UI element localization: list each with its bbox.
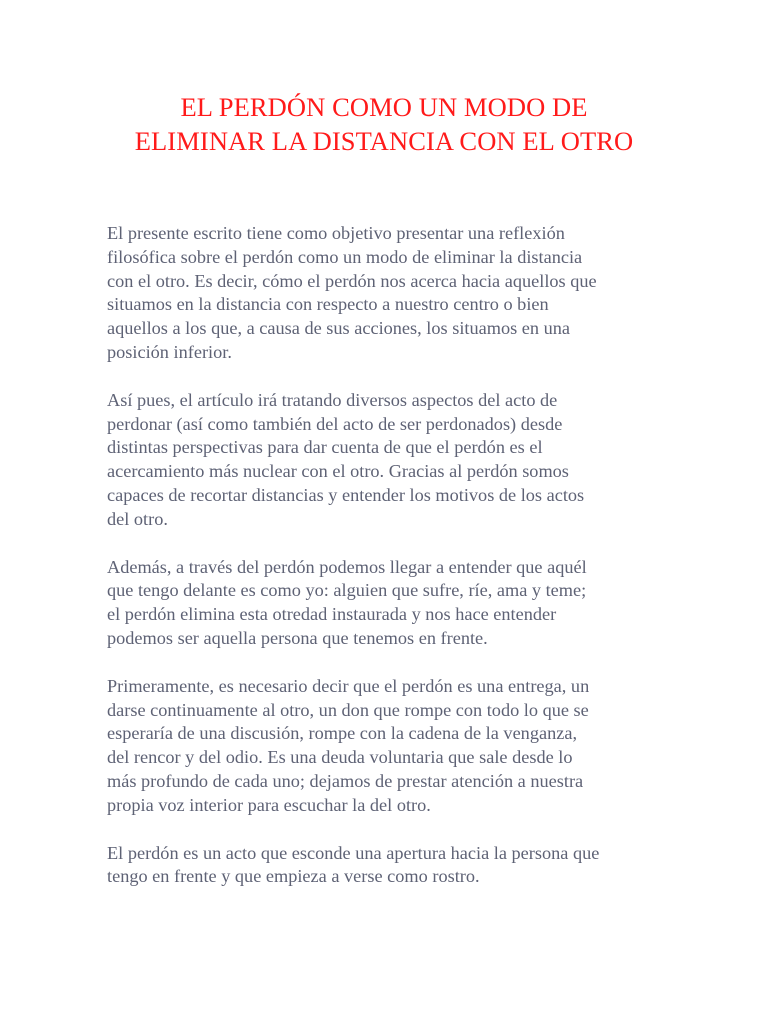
text-line: del rencor y del odio. Es una deuda voluntaria que sale desde lo bbox=[107, 747, 573, 768]
text-line: filosófica sobre el perdón como un modo de eliminar la distancia bbox=[107, 246, 583, 267]
text-line: perdonar (así como también del acto de ser perdonados) desde bbox=[107, 413, 563, 434]
text-line: Así pues, el artículo irá tratando diversos aspectos del acto de bbox=[107, 389, 558, 410]
document-body bbox=[107, 222, 667, 913]
text-line: aquellos a los que, a causa de sus acciones, los situamos en una bbox=[107, 318, 571, 339]
text-line: distintas perspectivas para dar cuenta de que el perdón es el bbox=[107, 437, 543, 458]
text-line: con el otro. Es decir, cómo el perdón nos acerca hacia aquellos que bbox=[107, 270, 597, 291]
text-line: darse continuamente al otro, un don que rompe con todo lo que se bbox=[107, 699, 589, 720]
text-line: acercamiento más nuclear con el otro. Gracias al perdón somos bbox=[107, 461, 569, 482]
paragraph-5 bbox=[107, 842, 667, 890]
title-line: EL PERDÓN COMO UN MODO DE bbox=[180, 92, 588, 122]
paragraph-2 bbox=[107, 389, 667, 532]
text-line: esperaría de una discusión, rompe con la cadena de la venganza, bbox=[107, 723, 578, 744]
paragraph-4 bbox=[107, 675, 667, 818]
text-line: El presente escrito tiene como objetivo presentar una reflexión bbox=[107, 223, 565, 243]
text-line: posición inferior. bbox=[107, 341, 232, 362]
text-line: que tengo delante es como yo: alguien que sufre, ríe, ama y teme; bbox=[107, 580, 587, 601]
text-line: del otro. bbox=[107, 508, 168, 529]
text-line: situamos en la distancia con respecto a nuestro centro o bien bbox=[107, 294, 549, 315]
paragraph-3 bbox=[107, 556, 667, 651]
text-line: Primeramente, es necesario decir que el perdón es una entrega, un bbox=[107, 675, 590, 696]
text-line: el perdón elimina esta otredad instaurada y nos hace entender bbox=[107, 604, 557, 625]
text-line: El perdón es un acto que esconde una apertura hacia la persona que bbox=[107, 842, 600, 863]
text-line: tengo en frente y que empieza a verse como rostro. bbox=[107, 866, 480, 887]
text-line: propia voz interior para escuchar la del otro. bbox=[107, 794, 431, 815]
text-line: capaces de recortar distancias y entender los motivos de los actos bbox=[107, 484, 585, 505]
title-line: ELIMINAR LA DISTANCIA CON EL OTRO bbox=[134, 126, 634, 156]
document-title bbox=[60, 90, 708, 158]
text-line: más profundo de cada uno; dejamos de prestar atención a nuestra bbox=[107, 770, 584, 791]
paragraph-1 bbox=[107, 222, 667, 365]
text-line: Además, a través del perdón podemos llegar a entender que aquél bbox=[107, 556, 587, 577]
text-line: podemos ser aquella persona que tenemos en frente. bbox=[107, 627, 488, 648]
